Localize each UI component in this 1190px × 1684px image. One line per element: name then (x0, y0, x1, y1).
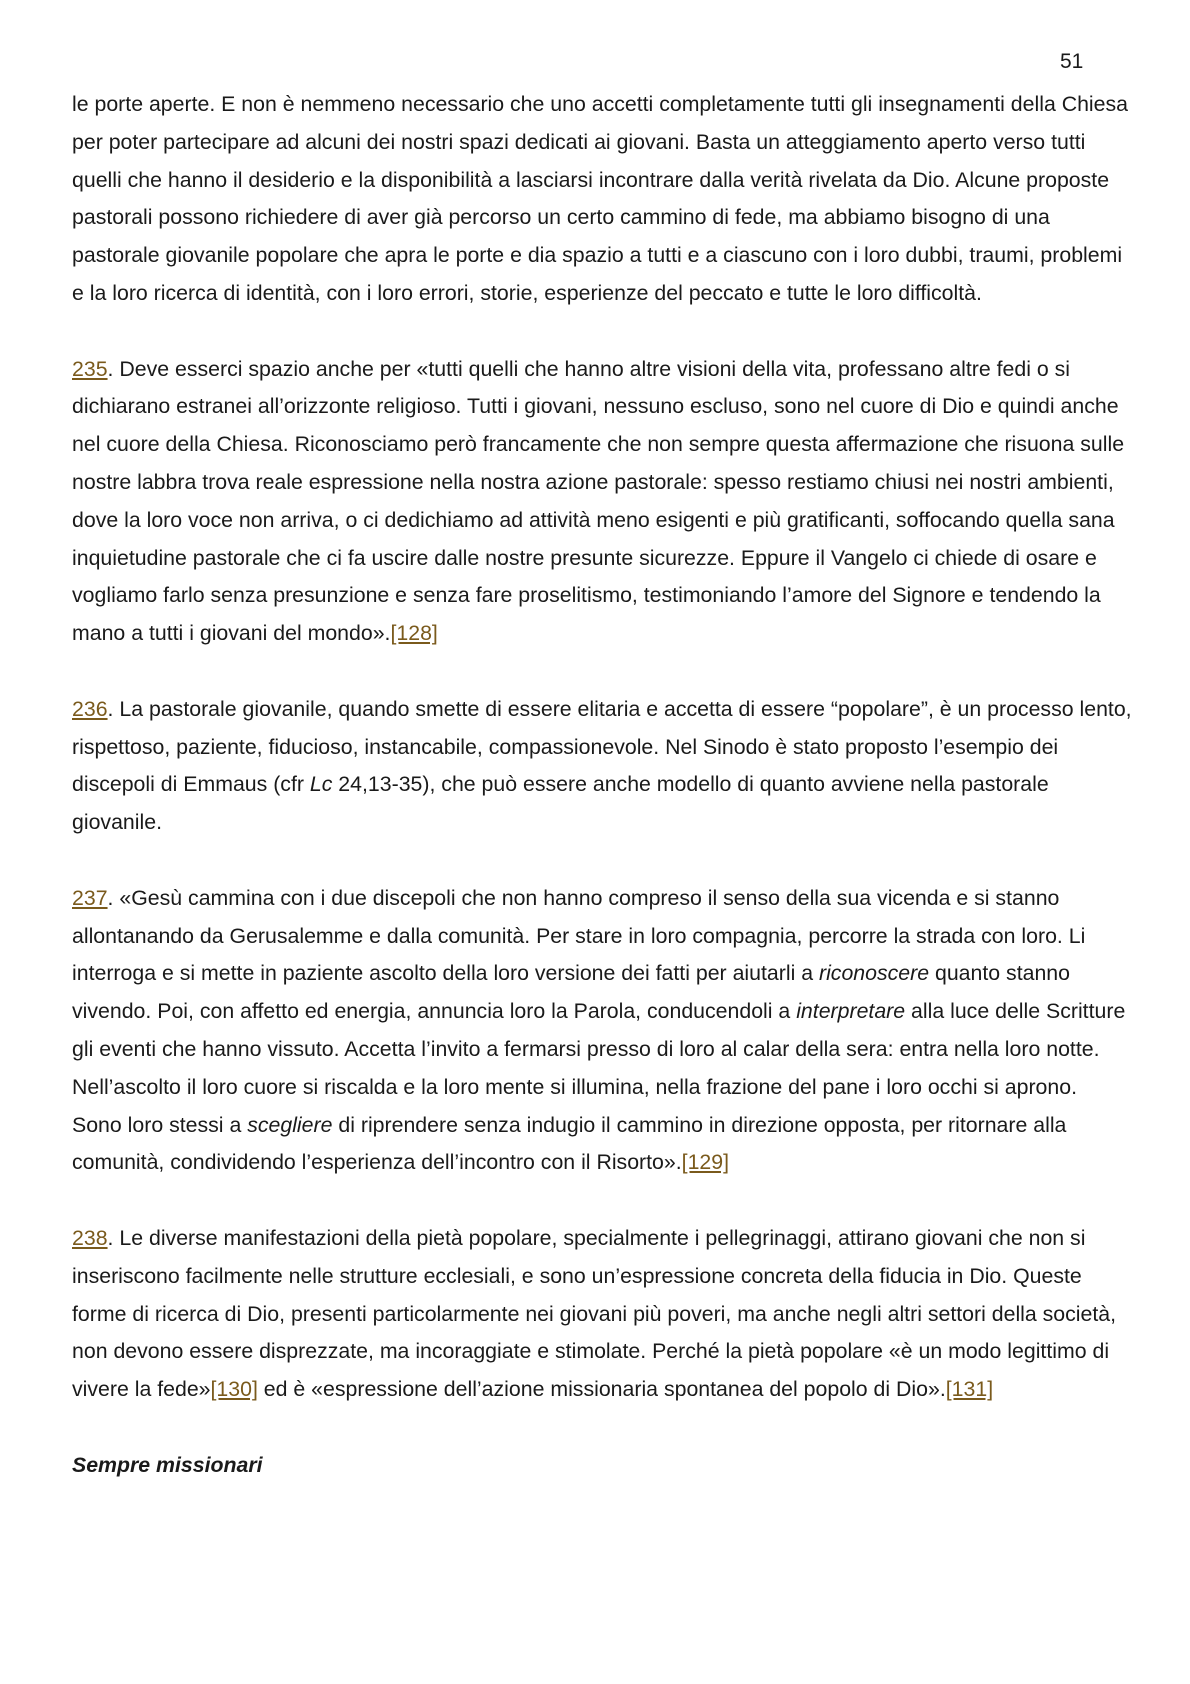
paragraph-text: . Le diverse manifestazioni della pietà popolare, specialmente i pellegrinaggi, attirano giovani che non si inseriscono facilmente nelle strutture ecclesiali, e sono un’espressione concreta della fiducia in Dio. Queste forme di ricerca di Dio, presenti particolarmente nei giovani più poveri, ma anche negli altri settori della società, non devono essere disprezzate, ma incoraggiate e stimolate. Perché la pietà popolare «è un modo legittimo di vivere la fede» (72, 1225, 1117, 1402)
paragraph-text: . La pastorale giovanile, quando smette di essere elitaria e accetta di essere “popolare”, è un processo lento, rispettoso, paziente, fiducioso, instancabile, compassionevole. Nel Sinodo è stato proposto l’esempio dei discepoli di Emmaus (cfr (72, 696, 1132, 797)
footnote-link[interactable]: [129] (681, 1150, 730, 1175)
paragraph-intro: le porte aperte. E non è nemmeno necessario che uno accetti completamente tutti gli insegnamenti della Chiesa per poter partecipare ad alcuni dei nostri spazi dedicati ai giovani. Basta un atteggiamento aperto verso tutti quelli che hanno il desiderio e la disponibilità a lasciarsi incontrare dalla verità rivelata da Dio. Alcune proposte pastorali possono richiedere di aver già percorso un certo cammino di fede, ma abbiamo bisogno di una pastorale giovanile popolare che apra le porte e dia spazio a tutti e a ciascuno con i loro dubbi, traumi, problemi e la loro ricerca di identità, con i loro errori, storie, esperienze del peccato e tutte le loro difficoltà. (72, 92, 1128, 305)
paragraph-number-link[interactable]: 237 (72, 885, 108, 910)
paragraph-number-link[interactable]: 236 (72, 696, 108, 721)
emphasis: riconoscere (818, 961, 930, 986)
paragraph-236 (72, 691, 1132, 842)
paragraph-235 (72, 351, 1132, 653)
footnote-link[interactable]: [131] (945, 1377, 994, 1402)
document-body (72, 86, 1132, 1484)
emphasis: scegliere (247, 1112, 333, 1137)
paragraph-237 (72, 880, 1132, 1182)
emphasis: interpretare (796, 999, 906, 1024)
paragraph-238 (72, 1220, 1132, 1409)
paragraph-text: quanto stanno vivendo. Poi, con affetto ed energia, annuncia loro la Parola, conducendoli a (72, 961, 1070, 1024)
paragraph-text: . Deve esserci spazio anche per «tutti quelli che hanno altre visioni della vita, professano altre fedi o si dichiarano estranei all’orizzonte religioso. Tutti i giovani, nessuno escluso, sono nel cuore di Dio e quindi anche nel cuore della Chiesa. Riconosciamo però francamente che non sempre questa affermazione che risuona sulle nostre labbra trova reale espressione nella nostra azione pastorale: spesso restiamo chiusi nei nostri ambienti, dove la loro voce non arriva, o ci dedichiamo ad attività meno esigenti e più gratificanti, soffocando quella sana inquietudine pastorale che ci fa uscire dalle nostre presunte sicurezze. Eppure il Vangelo ci chiede di osare e vogliamo farlo senza presunzione e senza fare proselitismo, testimoniando l’amore del Signore e tendendo la mano a tutti i giovani del mondo». (72, 356, 1125, 646)
paragraph-text: 24,13-35), che può essere anche modello di quanto avviene nella pastorale giovanile. (72, 772, 1049, 835)
page-number: 51 (1060, 50, 1084, 73)
footnote-link[interactable]: [130] (210, 1377, 258, 1402)
paragraph-text: . «Gesù cammina con i due discepoli che non hanno compreso il senso della sua vicenda e si stanno allontanando da Gerusalemme e dalla comunità. Per stare in loro compagnia, percorre la strada con loro. Li interroga e si mette in paziente ascolto della loro versione dei fatti per aiutarli a (72, 885, 1086, 986)
paragraph-text: alla luce delle Scritture gli eventi che hanno vissuto. Accetta l’invito a fermarsi presso di loro al calar della sera: entra nella loro notte. Nell’ascolto il loro cuore si riscalda e la loro mente si illumina, nella frazione del pane i loro occhi si aprono. Sono loro stessi a (72, 999, 1126, 1137)
paragraph-text: di riprendere senza indugio il cammino in direzione opposta, per ritornare alla comunità, condividendo l’esperienza dell’incontro con il Risorto». (72, 1112, 1067, 1175)
footnote-link[interactable]: [128] (390, 621, 438, 646)
paragraph-text: ed è «espressione dell’azione missionaria spontanea del popolo di Dio». (257, 1377, 946, 1402)
section-heading: Sempre missionari (72, 1452, 263, 1477)
emphasis: Lc (309, 772, 333, 797)
paragraph-number-link[interactable]: 238 (72, 1225, 108, 1250)
paragraph-number-link[interactable]: 235 (72, 356, 108, 381)
